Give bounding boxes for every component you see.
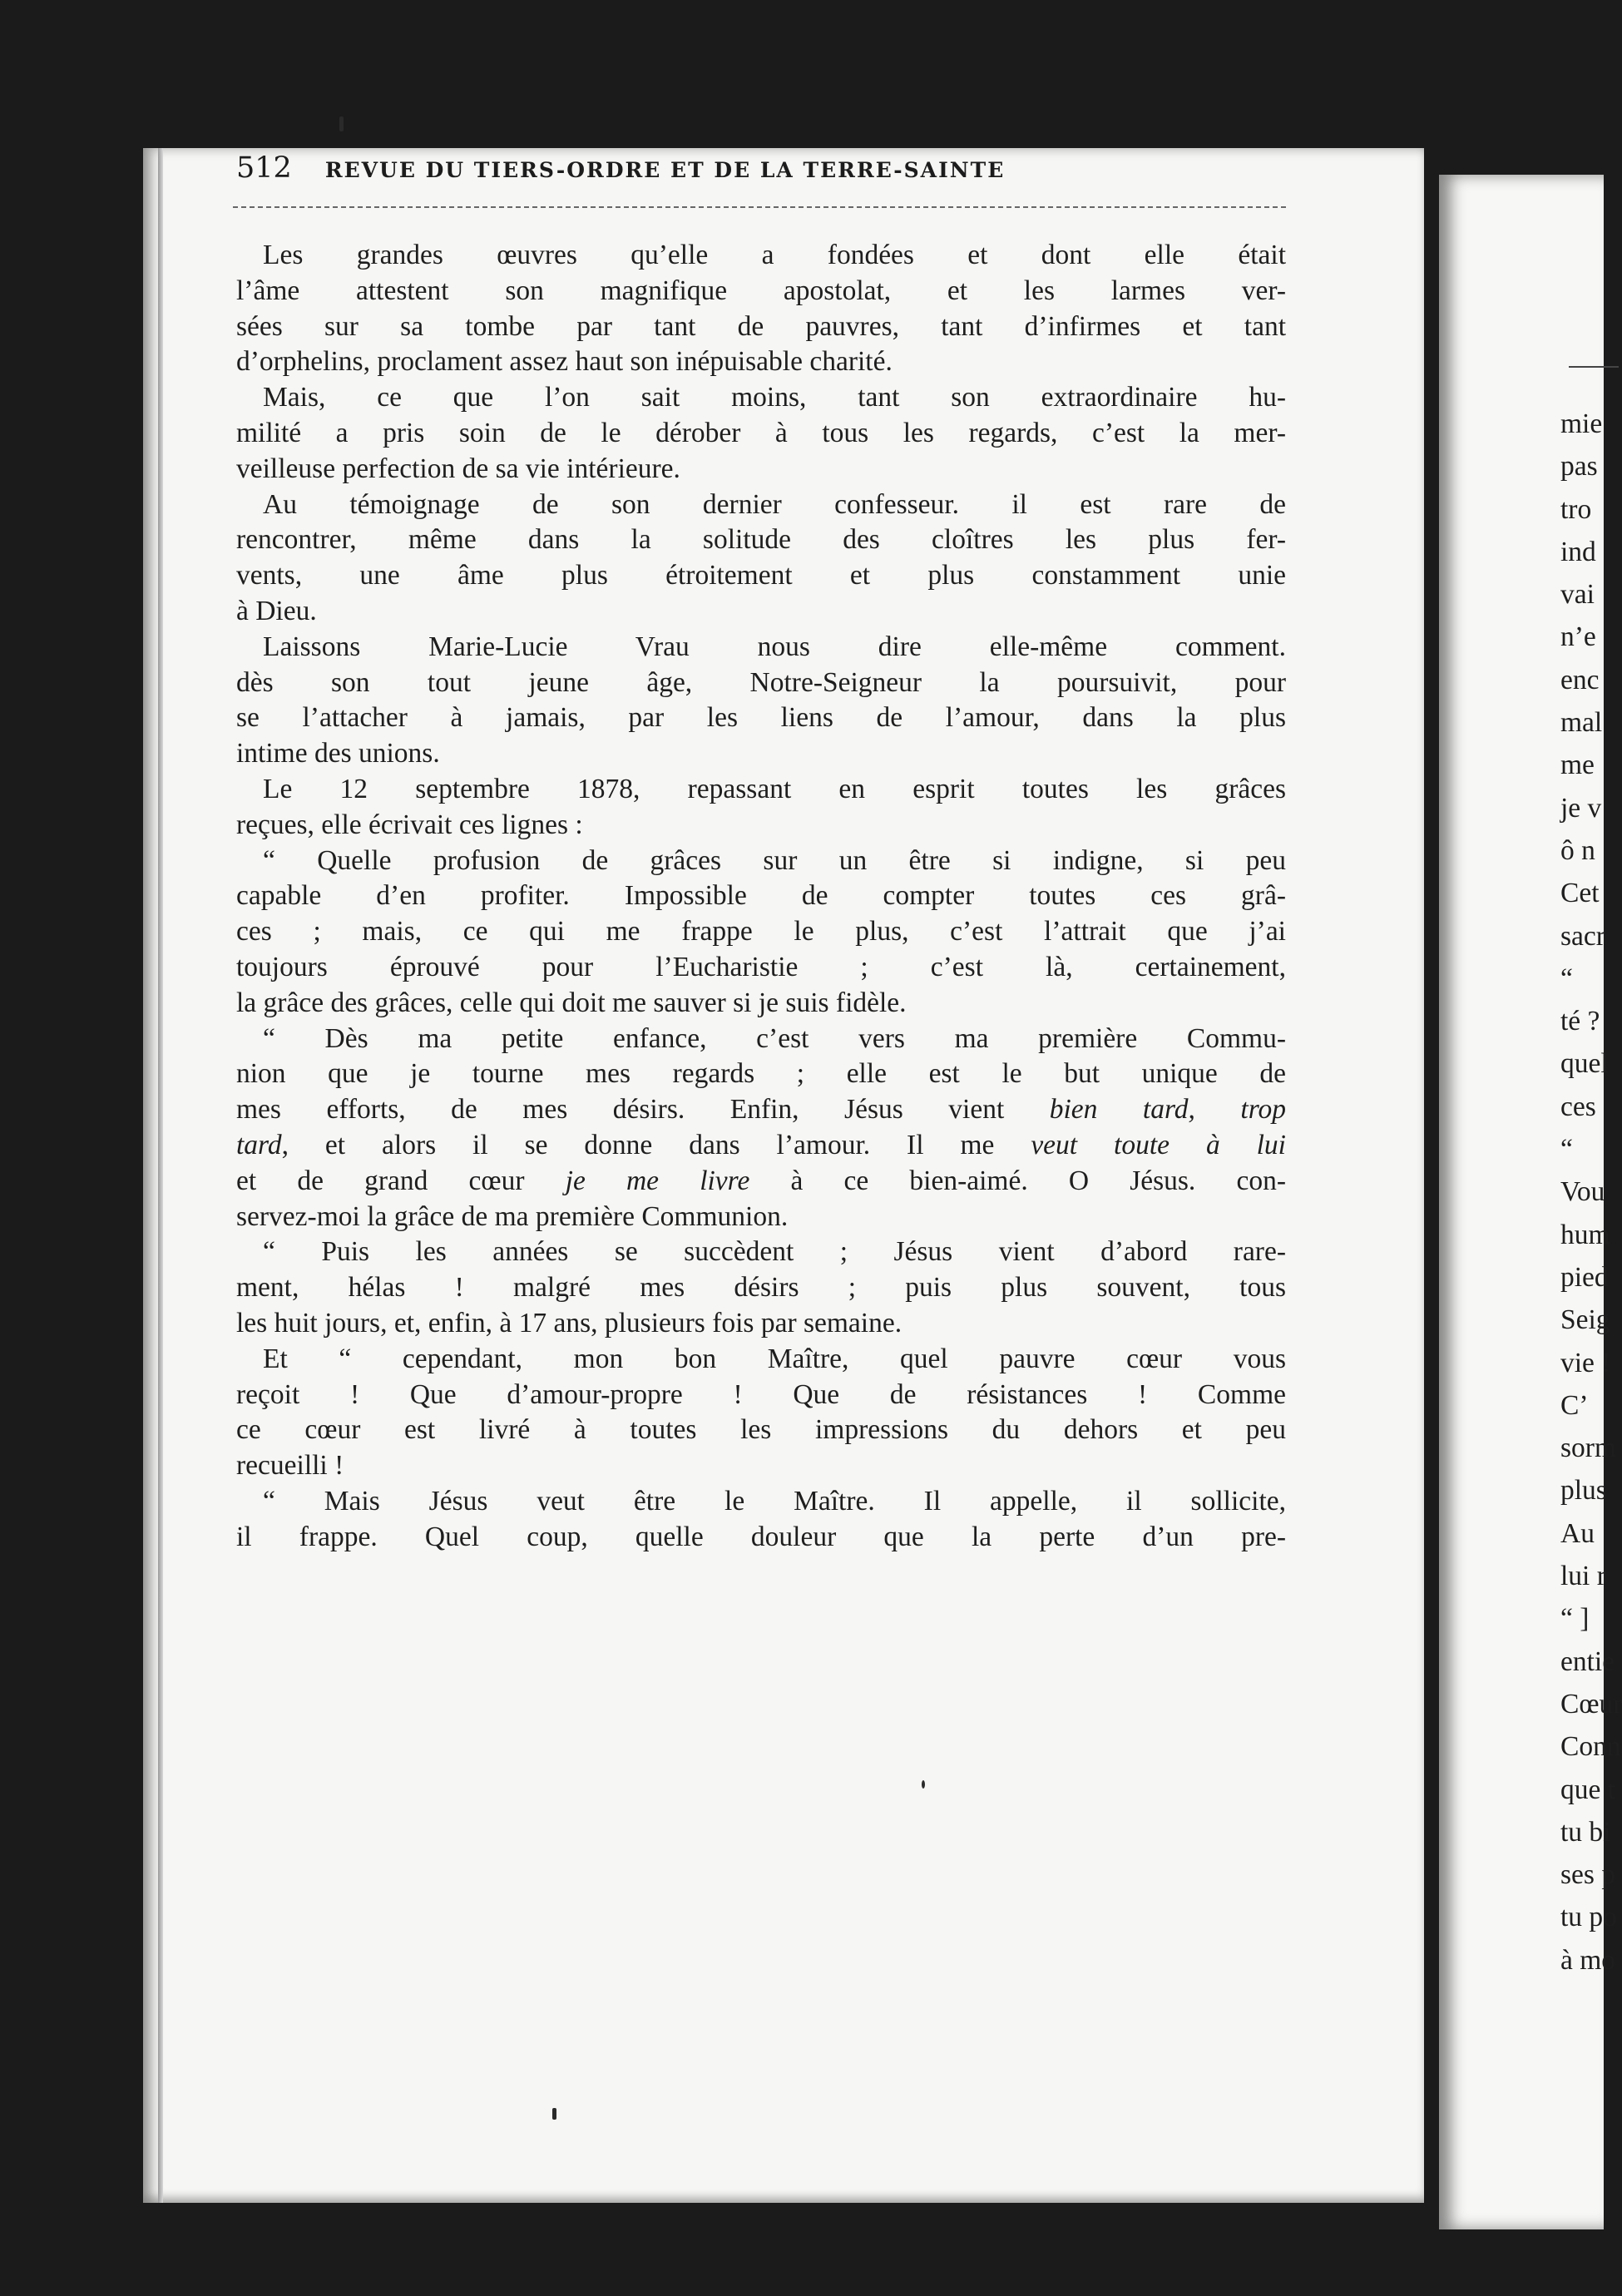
text-line [236, 1270, 1286, 1306]
right-page-fragment: lui r [1560, 1561, 1606, 1592]
line-text: milité a pris soin de le dérober à tous les regards, c’est la mer- [236, 417, 1286, 448]
line-text: les huit jours, et, enfin, à 17 ans, plusieurs fois par semaine. [236, 1307, 902, 1339]
line-text: “ Puis les années se succèdent ; Jésus vient d’abord rare- [263, 1236, 1286, 1268]
running-head: REVUE DU TIERS-ORDRE ET DE LA TERRE-SAINTE [324, 158, 1006, 182]
text-line [236, 914, 1286, 950]
italic-text: bien tard, trop [1049, 1094, 1286, 1126]
right-page-fragment: n’e [1560, 621, 1596, 653]
right-page-fragment: mal [1560, 707, 1603, 739]
line-text: reçues, elle écrivait ces lignes : [236, 809, 583, 840]
text-line [236, 1128, 1286, 1164]
right-page-fragment: Cet [1560, 878, 1600, 909]
text-line [236, 1092, 1286, 1128]
text-line [236, 1164, 1286, 1200]
right-page-fragment: “ [1560, 962, 1573, 994]
line-text: “ Quelle profusion de grâces sur un être si indigne, si peu [263, 844, 1286, 876]
right-page-fragment: ô n [1560, 834, 1595, 866]
right-page-fragment: Vou [1560, 1176, 1605, 1208]
body-text [236, 238, 1286, 1555]
text-line [236, 1235, 1286, 1270]
line-text: , et alors il se donne dans l’amour. Il me [281, 1129, 1031, 1160]
text-line [236, 344, 1286, 380]
right-page-rule [1569, 366, 1619, 368]
text-line [236, 1484, 1286, 1520]
right-page-fragment: ces [1560, 1091, 1596, 1122]
text-line [236, 1200, 1286, 1235]
right-page-fragment: C’ [1560, 1389, 1589, 1421]
right-page-fragment: sacr [1560, 920, 1605, 952]
line-text: rencontrer, même dans la solitude des cloîtres les plus fer- [236, 524, 1286, 556]
header-rule [233, 206, 1286, 208]
right-page-fragment: pas [1560, 451, 1598, 482]
text-line [236, 666, 1286, 701]
line-text: la grâce des grâces, celle qui doit me sauver si je suis fidèle. [236, 987, 907, 1018]
line-text: ce cœur est livré à toutes les impressions du dehors et peu [236, 1414, 1286, 1446]
line-text: se l’attacher à jamais, par les liens de l’amour, dans la plus [236, 702, 1286, 734]
text-line [236, 1378, 1286, 1413]
line-text: veilleuse perfection de sa vie intérieure. [236, 453, 680, 484]
text-line [236, 772, 1286, 808]
text-line [236, 380, 1286, 416]
text-line [236, 986, 1286, 1022]
line-text: recueilli ! [236, 1450, 344, 1482]
page-header [236, 151, 1286, 185]
line-text: dès son tout jeune âge, Notre-Seigneur la poursuivit, pour [236, 666, 1286, 698]
line-text: Et “ cependant, mon bon Maître, quel pauvre cœur vous [263, 1343, 1286, 1374]
right-page-fragment: té ? [1560, 1006, 1600, 1037]
text-line [236, 1520, 1286, 1556]
text-line [236, 452, 1286, 487]
right-page-fragment: vai [1560, 579, 1595, 611]
right-page-fragment: me [1560, 750, 1595, 781]
text-line [236, 309, 1286, 345]
right-page-fragment: hum [1560, 1219, 1610, 1250]
line-text: intime des unions. [236, 738, 440, 769]
line-text: vents, une âme plus étroitement et plus constamment unie [236, 560, 1286, 591]
text-line [236, 878, 1286, 914]
right-page-fragment: enc [1560, 664, 1600, 695]
italic-text: veut toute à lui [1031, 1129, 1286, 1160]
right-page-fragment: entie [1560, 1645, 1615, 1677]
line-text: servez-moi la grâce de ma première Communion. [236, 1200, 789, 1232]
line-text: reçoit ! Que d’amour-propre ! Que de résistances ! Comme [236, 1378, 1286, 1410]
line-text: “ Mais Jésus veut être le Maître. Il appelle, il sollicite, [263, 1485, 1286, 1517]
line-text: à Dieu. [236, 595, 317, 626]
italic-text: tard [236, 1129, 282, 1160]
text-line [236, 1056, 1286, 1092]
right-page-fragment: tu po [1560, 1902, 1617, 1933]
line-text: mes efforts, de mes désirs. Enfin, Jésus vient [236, 1094, 1050, 1126]
right-page-fragment: tu bi [1560, 1816, 1611, 1848]
line-text: “ Dès ma petite enfance, c’est vers ma première Commu- [263, 1022, 1286, 1054]
text-line [236, 808, 1286, 844]
right-page-fragment: que t [1560, 1774, 1616, 1805]
right-page-text [1560, 403, 1622, 1982]
right-page-fragment: je v [1560, 792, 1602, 824]
right-page-fragment: Cœur [1560, 1688, 1622, 1720]
right-page-fragment: “ [1560, 1134, 1573, 1165]
text-line [236, 700, 1286, 736]
right-page-fragment: “ ] [1560, 1603, 1590, 1635]
page-edge [158, 148, 163, 2203]
line-text: ces ; mais, ce qui me frappe le plus, c’est l’attrait que j’ai [236, 916, 1286, 948]
right-page-fragment: Seig [1560, 1304, 1610, 1336]
line-text: et de grand cœur [236, 1165, 566, 1196]
line-text: capable d’en profiter. Impossible de compter toutes ces grâ- [236, 880, 1286, 912]
text-line [236, 1022, 1286, 1057]
text-line [236, 558, 1286, 594]
text-line [236, 416, 1286, 452]
right-page-fragment: ind [1560, 536, 1596, 567]
right-page-fragment: sorm [1560, 1433, 1616, 1464]
text-line [236, 522, 1286, 558]
text-line [236, 950, 1286, 986]
line-text: Les grandes œuvres qu’elle a fondées et dont elle était [263, 240, 1286, 270]
right-page-fragment: tro [1560, 493, 1592, 525]
text-line [236, 1306, 1286, 1342]
line-text: Le 12 septembre 1878, repassant en esprit toutes les grâces [263, 773, 1286, 804]
text-line [236, 238, 1286, 274]
line-text: il frappe. Quel coup, quelle douleur que la perte d’un pre- [236, 1521, 1286, 1552]
right-page-fragment: pied [1560, 1261, 1609, 1293]
line-text: Laissons Marie-Lucie Vrau nous dire elle-même comment. [263, 631, 1286, 662]
right-page-fragment: quel [1560, 1048, 1609, 1080]
right-page-fragment: vie ! [1560, 1347, 1611, 1378]
text-line [236, 736, 1286, 772]
line-text: à ce bien-aimé. O Jésus. con- [749, 1165, 1286, 1196]
right-page-fragment: à mo [1560, 1944, 1616, 1976]
page-number: 512 [236, 151, 292, 185]
line-text: l’âme attestent son magnifique apostolat, et les larmes ver- [236, 275, 1286, 306]
line-text: ment, hélas ! malgré mes désirs ; puis plus souvent, tous [236, 1272, 1286, 1304]
text-line [236, 1413, 1286, 1448]
line-text: Mais, ce que l’on sait moins, tant son extraordinaire hu- [263, 382, 1286, 413]
line-text: sées sur sa tombe par tant de pauvres, tant d’infirmes et tant [236, 310, 1286, 342]
text-line [236, 1342, 1286, 1378]
line-text: nion que je tourne mes regards ; elle est le but unique de [236, 1058, 1286, 1090]
text-line [236, 274, 1286, 309]
text-line [236, 1448, 1286, 1484]
right-page-fragment: Au [1560, 1517, 1595, 1549]
line-text: Au témoignage de son dernier confesseur. il est rare de [263, 488, 1286, 520]
text-line [236, 594, 1286, 630]
text-line [236, 630, 1286, 666]
italic-text: je me livre [565, 1165, 750, 1196]
line-text: toujours éprouvé pour l’Eucharistie ; c’est là, certainement, [236, 951, 1286, 982]
text-line [236, 844, 1286, 879]
right-page-fragment: plus [1560, 1475, 1607, 1507]
text-line [236, 487, 1286, 523]
right-page-fragment: ses p [1560, 1859, 1616, 1891]
line-text: d’orphelins, proclament assez haut son inépuisable charité. [236, 346, 893, 378]
right-page-fragment: Conn [1560, 1731, 1621, 1763]
right-page-fragment: mie [1560, 408, 1603, 439]
